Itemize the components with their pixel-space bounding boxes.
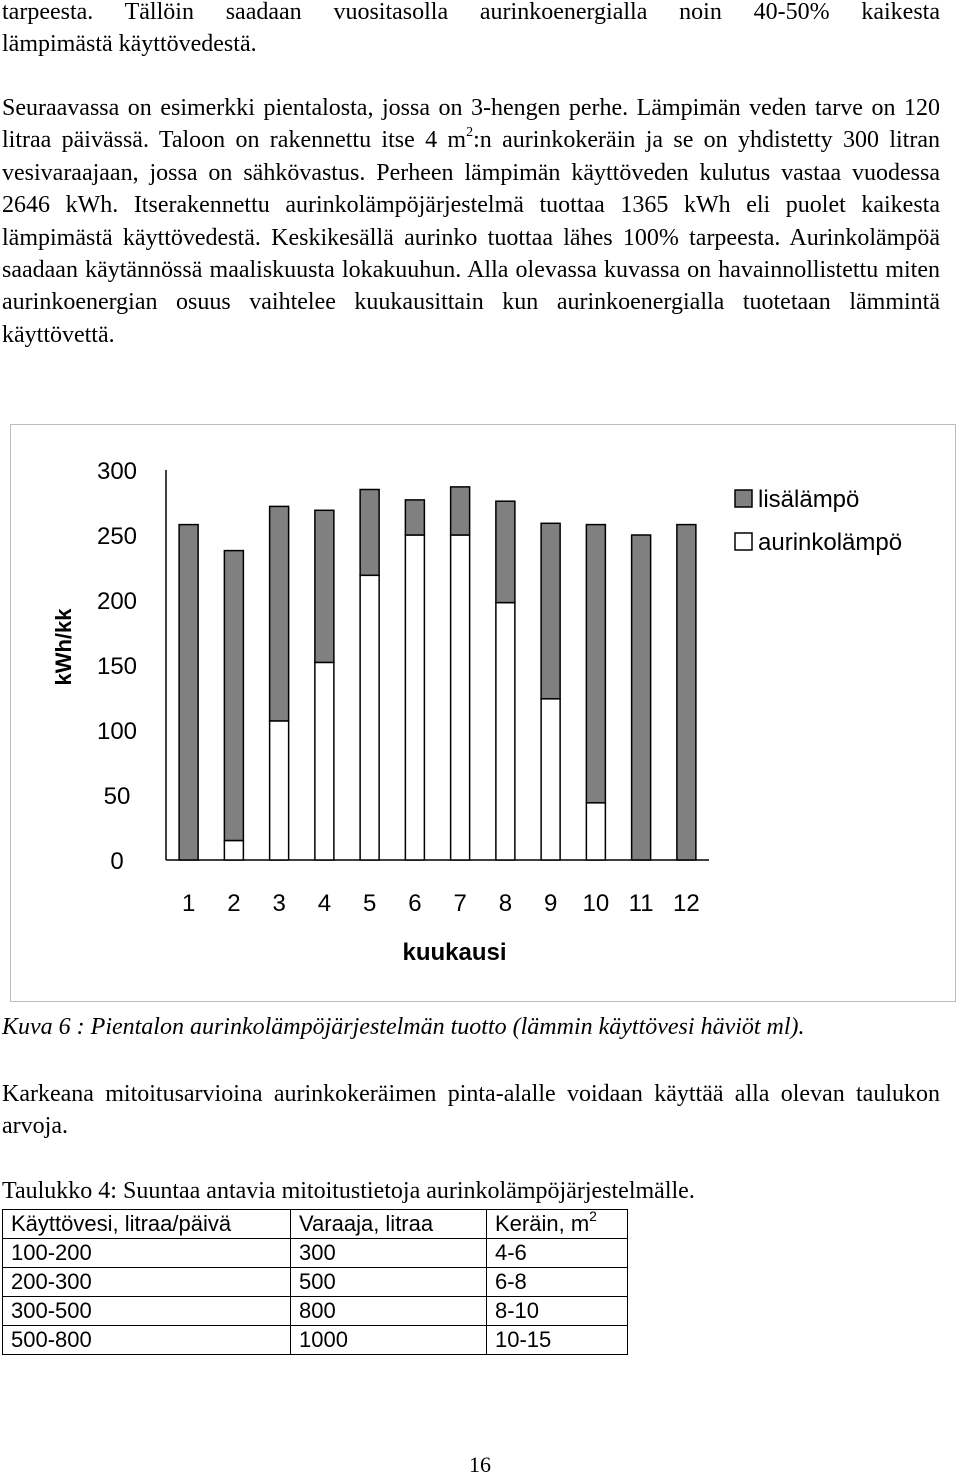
- bar-aurinkolampo-10: [586, 803, 605, 860]
- superscript-2: 2: [466, 125, 474, 141]
- bar-lisalampo-4: [315, 510, 334, 662]
- x-tick-label: 1: [181, 890, 196, 917]
- x-tick-label: 7: [453, 890, 467, 917]
- bar-aurinkolampo-3: [270, 721, 289, 860]
- x-tick-label: 5: [362, 890, 377, 917]
- chart-frame: [10, 424, 956, 1002]
- x-tick-label: 3: [272, 890, 286, 917]
- legend-swatch-1: [735, 533, 752, 550]
- bar-aurinkolampo-8: [496, 603, 515, 860]
- table-title: Taulukko 4: Suuntaa antavia mitoitustietoja aurinkolämpöjärjestelmälle.: [2, 1178, 695, 1204]
- table-cell: 10-15: [487, 1326, 628, 1355]
- header-cell-tank: Varaaja, litraa: [291, 1210, 487, 1239]
- bar-aurinkolampo-7: [451, 535, 470, 860]
- bar-lisalampo-2: [224, 551, 243, 841]
- table-cell: 300-500: [3, 1297, 291, 1326]
- bar-lisalampo-8: [496, 501, 515, 602]
- bar-lisalampo-6: [405, 500, 424, 535]
- bar-aurinkolampo-6: [405, 535, 424, 860]
- y-tick-label: 300: [96, 458, 138, 485]
- table-row: [3, 1326, 628, 1355]
- bar-lisalampo-1: [179, 525, 198, 860]
- legend-label-1: aurinkolämpö: [758, 529, 903, 556]
- x-tick-label: 6: [408, 890, 422, 917]
- intro-paragraph: [2, 0, 940, 61]
- figure-caption: Kuva 6 : Pientalon aurinkolämpöjärjestelmän tuotto (lämmin käyttövesi häviöt ml).: [2, 1014, 805, 1040]
- y-axis-title: kWh/kk: [51, 608, 76, 686]
- x-tick-label: 12: [673, 890, 700, 917]
- x-tick-label: 2: [227, 890, 241, 917]
- solar-heat-chart: [11, 425, 957, 1003]
- table-cell: 800: [291, 1297, 487, 1326]
- bar-lisalampo-12: [677, 525, 696, 860]
- bar-lisalampo-3: [270, 506, 289, 721]
- table-cell: 100-200: [3, 1239, 291, 1268]
- table-cell: 6-8: [487, 1268, 628, 1297]
- bar-aurinkolampo-2: [224, 841, 243, 861]
- page-number: 16: [469, 1452, 491, 1477]
- example-text-part-2: :n aurinkokeräin ja se on yhdistetty 300 litran vesivaraajaan, jossa on sähkövastus. Perheen lämpimän käyttöveden kulutus vastaa vuodessa 2646 kWh. Itserakennettu aurinkolämpöjärjestelmä tuottaa 1365 kWh eli puolet kaikesta lämpimästä käyttövedestä. Keskikesällä aurinko tuottaa lähes 100% tarpeesta. Aurinkolämpöä saadaan käytännössä maaliskuusta lokakuuhun. Alla olevassa kuvassa on havainnollistettu miten aurinkoenergian osuus vaihtelee kuukausittain kun aurinkoenergialla tuotetaan lämmintä käyttövettä.: [2, 127, 940, 348]
- example-text-part-1: Seuraavassa on esimerkki pientalosta, jossa on 3-hengen perhe. Lämpimän veden tarve on 120 litraa päivässä. Taloon on rakennettu itse 4 m: [2, 95, 940, 154]
- header-cell-collector: Keräin, $m^2$: [487, 1210, 628, 1239]
- table-cell: 300: [291, 1239, 487, 1268]
- y-tick-label: 100: [96, 718, 138, 745]
- x-tick-label: 11: [628, 890, 654, 917]
- bar-lisalampo-7: [451, 487, 470, 535]
- table-row: [3, 1239, 628, 1268]
- x-tick-label: 4: [317, 890, 332, 917]
- example-paragraph: [2, 92, 940, 351]
- legend-label-0: lisälämpö: [758, 486, 860, 513]
- x-tick-label: 10: [582, 890, 610, 917]
- table-row: [3, 1268, 628, 1297]
- y-tick-label: 0: [110, 848, 124, 875]
- header-cell-water: Käyttövesi, litraa/päivä: [3, 1210, 291, 1239]
- intro-line-2: lämpimästä käyttövedestä.: [2, 31, 257, 58]
- legend-swatch-0: [735, 490, 752, 507]
- bar-lisalampo-9: [541, 523, 560, 699]
- x-tick-label: 8: [498, 890, 513, 917]
- table-cell: 8-10: [487, 1297, 628, 1326]
- table-cell: 500: [291, 1268, 487, 1297]
- bar-aurinkolampo-9: [541, 699, 560, 860]
- y-tick-label: 150: [96, 653, 138, 680]
- y-tick-label: 50: [103, 783, 131, 810]
- y-tick-label: 200: [96, 588, 138, 615]
- sizing-paragraph: Karkeana mitoitusarvioina aurinkokeräimen pinta-alalle voidaan käyttää alla olevan taulukon arvoja.: [2, 1081, 940, 1140]
- bar-lisalampo-5: [360, 490, 379, 576]
- table-cell: 200-300: [3, 1268, 291, 1297]
- bar-lisalampo-10: [586, 525, 605, 803]
- table-header-row: [3, 1210, 628, 1239]
- bar-aurinkolampo-4: [315, 662, 334, 860]
- table-cell: 1000: [291, 1326, 487, 1355]
- y-tick-label: 250: [96, 523, 138, 550]
- table-row: [3, 1297, 628, 1326]
- intro-line-1: tarpeesta. Tällöin saadaan vuositasolla aurinkoenergialla noin 40-50% kaikesta: [2, 0, 940, 25]
- table-cell: 500-800: [3, 1326, 291, 1355]
- bar-aurinkolampo-5: [360, 575, 379, 860]
- sizing-table: [2, 1209, 628, 1355]
- x-tick-label: 9: [543, 890, 558, 917]
- bar-lisalampo-11: [632, 535, 651, 860]
- header-superscript: 2: [589, 1207, 597, 1224]
- x-axis-title: kuukausi: [402, 939, 507, 966]
- table-cell: 4-6: [487, 1239, 628, 1268]
